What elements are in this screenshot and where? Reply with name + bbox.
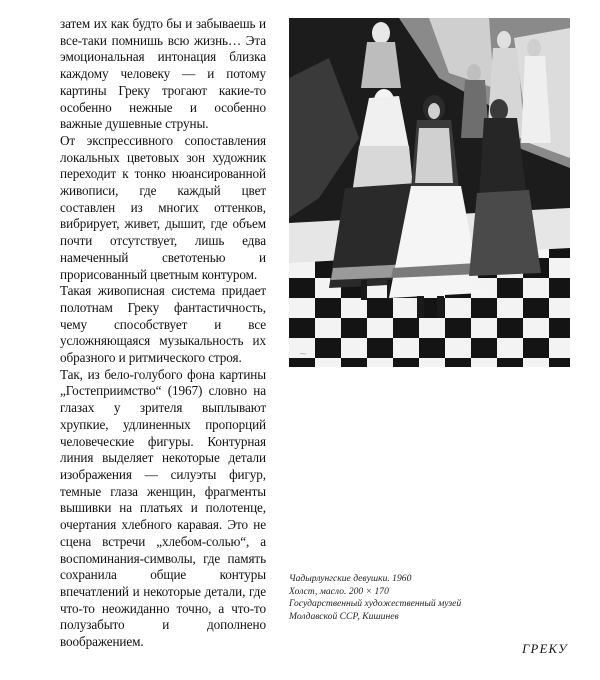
paragraph-1: затем их как будто бы и забываешь и все-таки помнишь всю жизнь… Эта эмоциональная интонация близка каждому человеку — и потому картины Греку трогают какие-то особенно нежные и особенно важные душевные струны.	[60, 16, 266, 132]
painting-reproduction	[289, 18, 570, 367]
caption-location: Молдавской ССР, Кишинев	[289, 610, 399, 622]
paragraph-4: Так, из бело-голубого фона картины „Гостеприимство“ (1967) словно на глазах у зрителя выплывают хрупкие, удлиненных пропорций человеческие фигуры. Контурная линия выделяет некоторые детали изображения — силуэты фигур, темные глаза женщин, фрагменты вышивки на платьях и полотенце, очертания хлебного каравая. Это не сцена встречи „хлебом-солью“, а воспоминания-символы, где память сохранила общие контуры впечатлений и некоторые детали, где что-то неожиданно точно, а что-то полузабыто и дополнено воображением.	[60, 366, 266, 650]
caption-title: Чадырлунгские девушки. 1960	[289, 573, 412, 584]
paragraph-2: От экспрессивного сопоставления локальных цветовых зон художник переходит к тонко нюансированной живописи, где каждый цвет составлен из многих оттенков, вибрирует, живет, дышит, где объем почти отсутствует, лишь едва намеченный светотенью и прорисованный цветным контуром.	[60, 132, 266, 282]
figure-caption	[289, 573, 489, 623]
painting-image	[289, 18, 570, 367]
caption-museum: Государственный художественный музей	[289, 598, 462, 610]
body-text-column	[60, 16, 266, 651]
paragraph-3: Такая живописная система придает полотнам Греку фантастичность, чему способствует и все усложняющаяся музыкальность их образного и ритмического строя.	[60, 283, 266, 366]
svg-text:⁓: ⁓	[299, 350, 306, 358]
running-head: ГРЕКУ	[522, 642, 568, 656]
caption-medium: Холст, масло. 200 × 170	[289, 585, 389, 597]
